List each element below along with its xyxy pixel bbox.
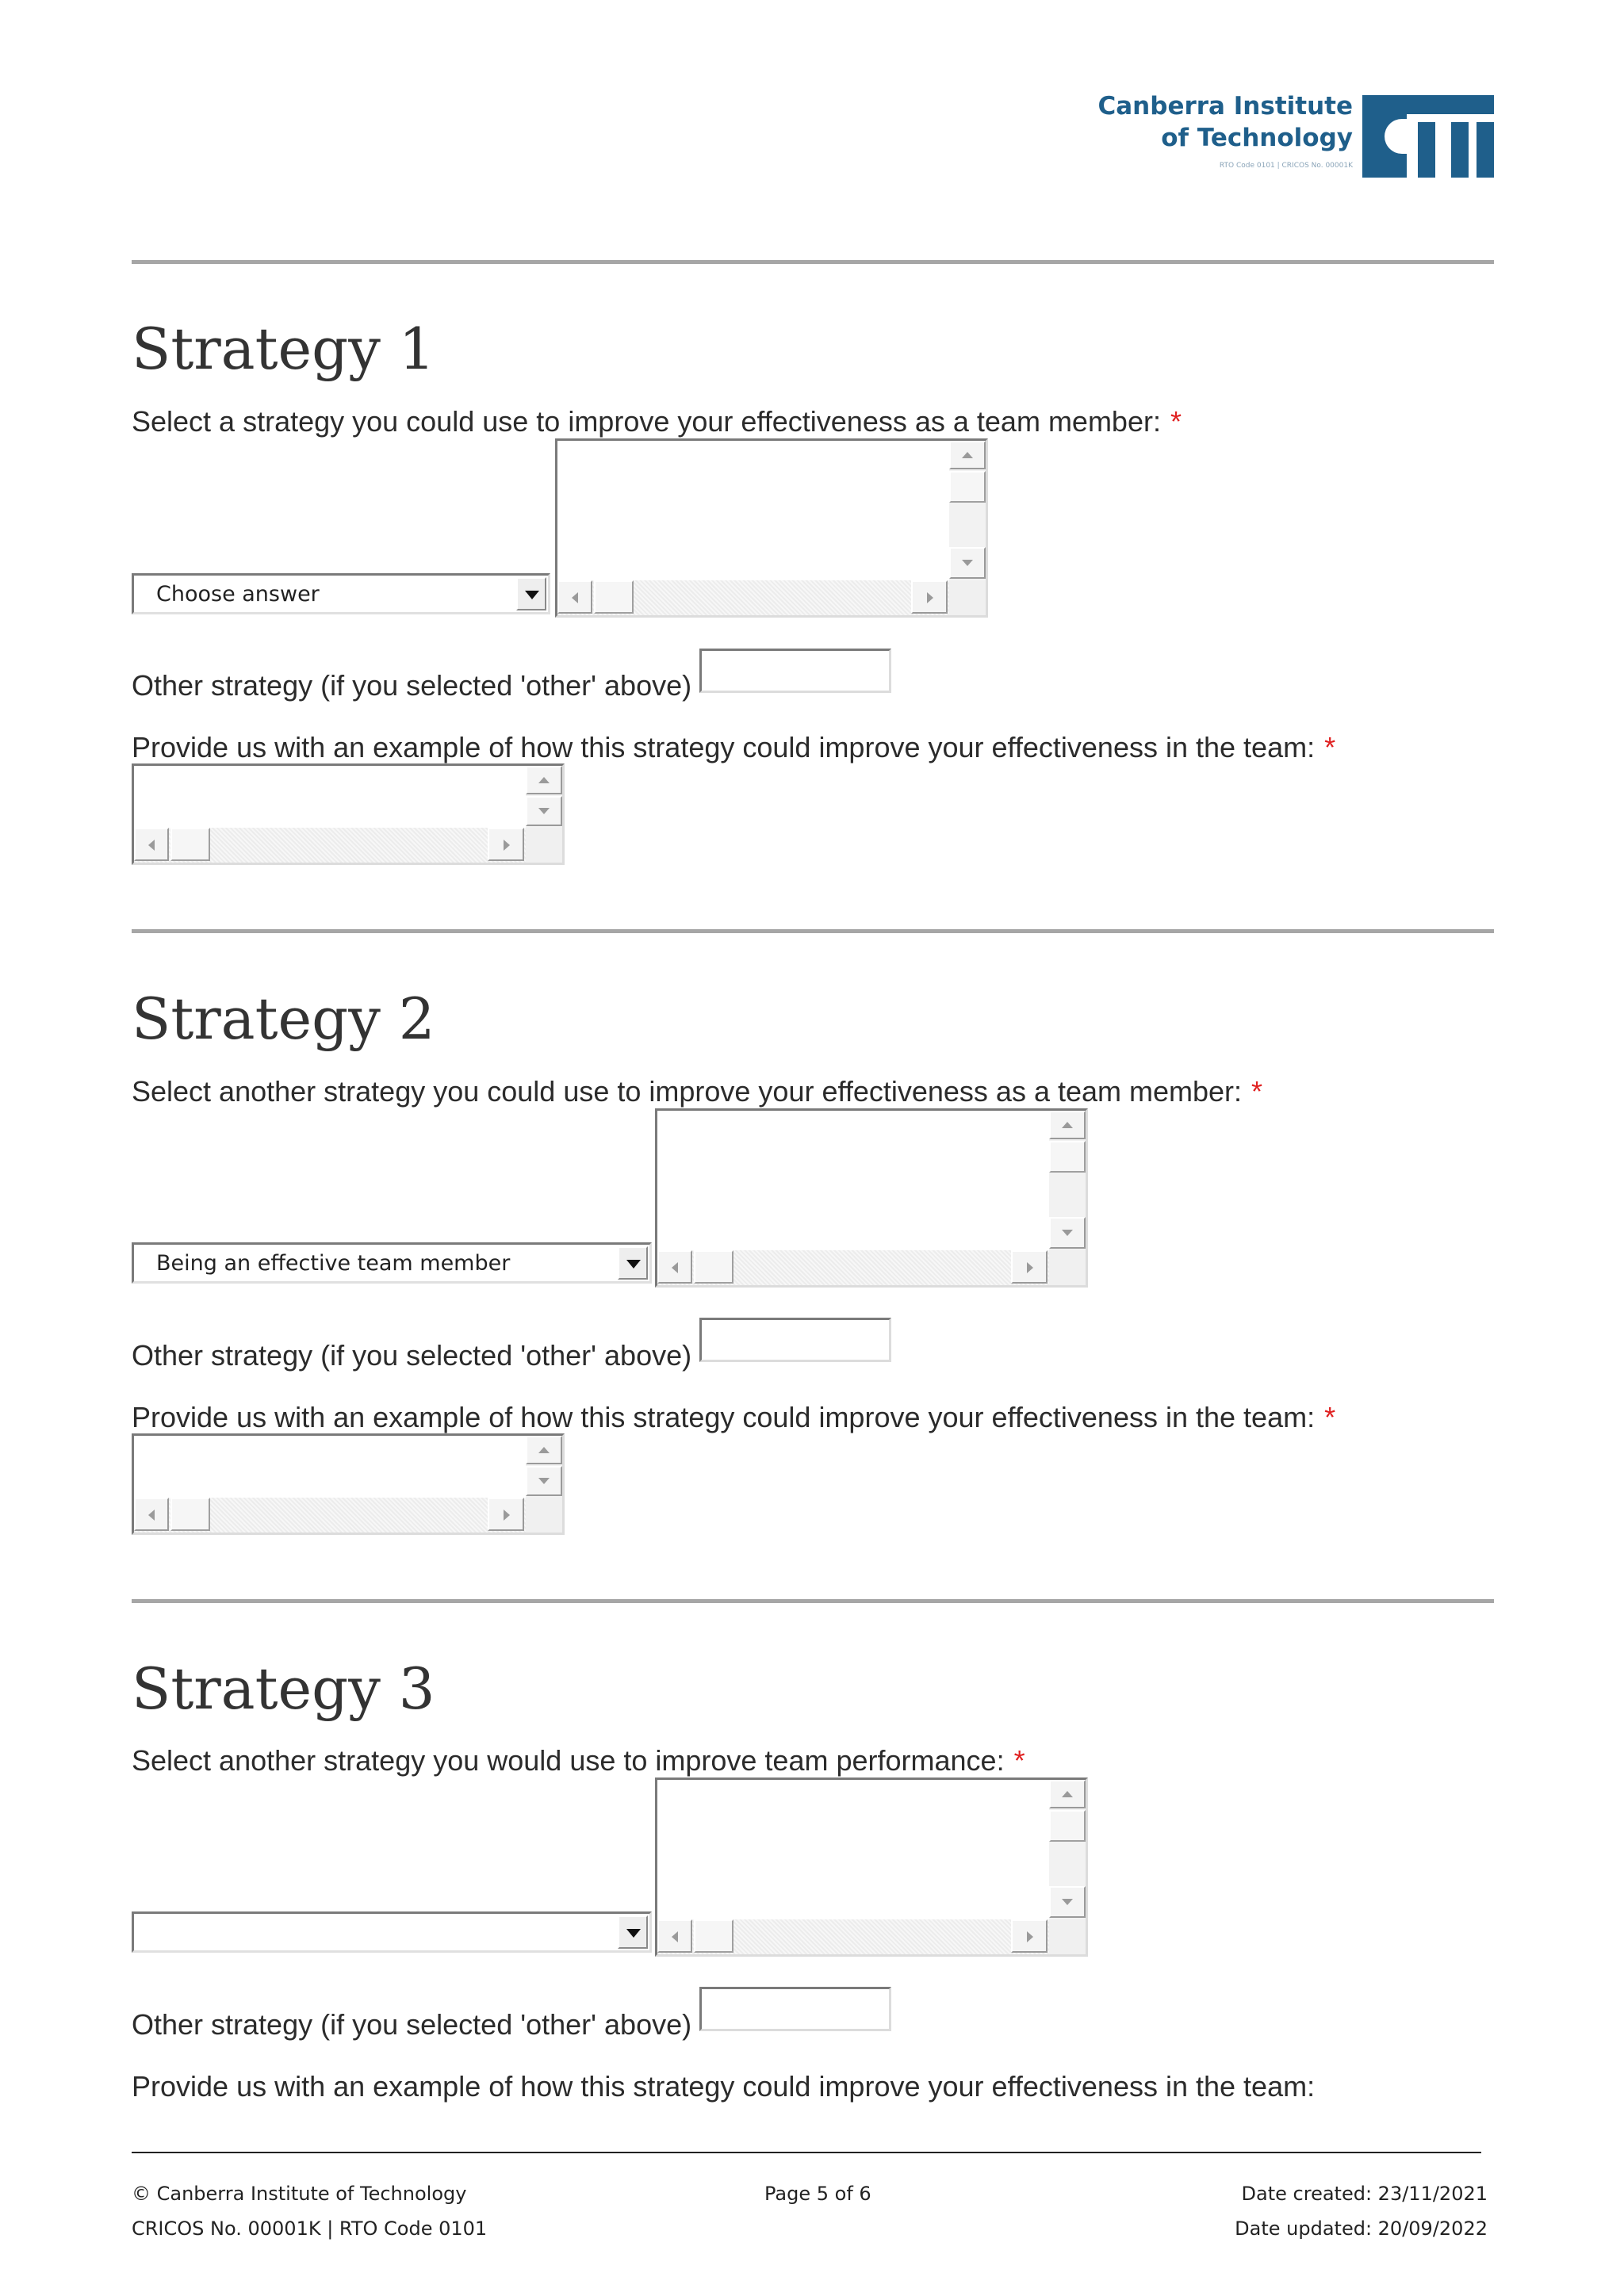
scroll-left-button[interactable]	[657, 1919, 692, 1953]
required-asterisk: *	[1324, 1401, 1336, 1433]
arrow-right-icon	[504, 1510, 510, 1521]
scroll-left-button[interactable]	[557, 580, 592, 614]
arrow-right-icon	[1027, 1931, 1033, 1942]
arrow-up-icon	[1062, 1791, 1073, 1797]
strategy-2-example-textarea[interactable]	[132, 1433, 565, 1535]
vertical-scrollbar[interactable]	[526, 1436, 562, 1498]
section-heading-strategy-2: Strategy 2	[132, 985, 435, 1052]
scroll-up-button[interactable]	[526, 766, 562, 794]
scroll-thumb[interactable]	[1049, 1141, 1086, 1173]
footer-cricos: CRICOS No. 00001K | RTO Code 0101	[132, 2218, 488, 2240]
arrow-right-icon	[504, 840, 510, 851]
strategy-1-select-details-textarea[interactable]	[555, 438, 988, 618]
scroll-thumb[interactable]	[694, 1919, 733, 1953]
arrow-down-icon	[962, 560, 973, 566]
required-asterisk: *	[1324, 731, 1336, 763]
scrollbar-corner	[1049, 1250, 1086, 1285]
arrow-left-icon	[672, 1931, 678, 1942]
section-heading-strategy-3: Strategy 3	[132, 1655, 435, 1722]
cit-logo-text	[1055, 90, 1353, 171]
scroll-left-button[interactable]	[134, 1498, 169, 1531]
strategy-2-example-question	[132, 1400, 1335, 1435]
scroll-down-button[interactable]	[526, 1466, 562, 1496]
strategy-1-select-question	[132, 404, 1182, 439]
arrow-left-icon	[148, 1510, 155, 1521]
arrow-left-icon	[572, 592, 578, 603]
scroll-up-button[interactable]	[949, 441, 986, 469]
arrow-up-icon	[1062, 1122, 1073, 1128]
scroll-down-button[interactable]	[1049, 1886, 1086, 1918]
footer-divider	[132, 2152, 1481, 2153]
required-asterisk: *	[1251, 1075, 1263, 1108]
chevron-down-icon	[525, 591, 539, 599]
horizontal-scrollbar[interactable]	[134, 828, 526, 863]
strategy-1-other-label: Other strategy (if you selected 'other' above)	[132, 669, 692, 702]
footer-page-number: Page 5 of 6	[764, 2183, 871, 2205]
arrow-left-icon	[672, 1262, 678, 1273]
chevron-down-icon	[626, 1929, 641, 1938]
strategy-2-select[interactable]	[132, 1242, 652, 1284]
strategy-3-other-label: Other strategy (if you selected 'other' above)	[132, 2008, 692, 2041]
arrow-down-icon	[1062, 1899, 1073, 1905]
vertical-scrollbar[interactable]	[1049, 1780, 1086, 1919]
arrow-right-icon	[927, 592, 933, 603]
scroll-right-button[interactable]	[488, 828, 524, 861]
strategy-2-select-question-text: Select another strategy you could use to improve your effectiveness as a team member:	[132, 1075, 1243, 1108]
cit-logo-mark	[1362, 95, 1494, 178]
strategy-3-other-input[interactable]	[699, 1987, 891, 2031]
scrollbar-corner	[1049, 1919, 1086, 1954]
section-divider-2	[132, 929, 1494, 933]
horizontal-scrollbar[interactable]	[134, 1498, 526, 1533]
logo-line-2: of Technology	[1161, 124, 1353, 152]
vertical-scrollbar[interactable]	[949, 441, 986, 580]
arrow-up-icon	[538, 777, 550, 783]
arrow-down-icon	[1062, 1230, 1073, 1236]
strategy-1-select-value: Choose answer	[156, 582, 320, 607]
scroll-thumb[interactable]	[170, 1498, 210, 1531]
scroll-thumb[interactable]	[170, 828, 210, 861]
horizontal-scrollbar[interactable]	[657, 1250, 1049, 1285]
scroll-thumb[interactable]	[949, 471, 986, 503]
scroll-down-button[interactable]	[949, 547, 986, 579]
scrollbar-corner	[949, 580, 986, 615]
arrow-up-icon	[962, 452, 973, 458]
vertical-scrollbar[interactable]	[526, 766, 562, 828]
scroll-thumb[interactable]	[594, 580, 634, 614]
strategy-2-select-details-textarea[interactable]	[655, 1108, 1088, 1288]
logo-small-text: RTO Code 0101 | CRICOS No. 00001K	[1219, 162, 1353, 170]
dropdown-button[interactable]	[618, 1246, 648, 1280]
scroll-thumb[interactable]	[694, 1250, 733, 1284]
strategy-2-other-input[interactable]	[699, 1318, 891, 1362]
footer-copyright: © Canberra Institute of Technology	[132, 2183, 467, 2205]
strategy-3-example-question: Provide us with an example of how this strategy could improve your effectiveness in the team:	[132, 2070, 1316, 2103]
scrollbar-corner	[526, 1498, 562, 1533]
footer-date-updated: Date updated: 20/09/2022	[1235, 2218, 1488, 2240]
strategy-2-example-question-text: Provide us with an example of how this strategy could improve your effectiveness in the team:	[132, 1401, 1316, 1433]
strategy-3-select-question	[132, 1743, 1025, 1778]
strategy-1-other-input[interactable]	[699, 649, 891, 693]
strategy-1-select[interactable]	[132, 573, 550, 614]
scroll-right-button[interactable]	[1011, 1919, 1048, 1953]
chevron-down-icon	[626, 1260, 641, 1269]
scroll-up-button[interactable]	[1049, 1780, 1086, 1808]
scroll-left-button[interactable]	[657, 1250, 692, 1284]
strategy-3-select-details-textarea[interactable]	[655, 1777, 1088, 1957]
horizontal-scrollbar[interactable]	[557, 580, 949, 615]
scroll-right-button[interactable]	[488, 1498, 524, 1531]
arrow-right-icon	[1027, 1262, 1033, 1273]
strategy-1-select-question-text: Select a strategy you could use to improve your effectiveness as a team member:	[132, 405, 1161, 438]
dropdown-button[interactable]	[516, 577, 546, 610]
scroll-down-button[interactable]	[1049, 1217, 1086, 1249]
vertical-scrollbar[interactable]	[1049, 1111, 1086, 1250]
required-asterisk: *	[1170, 405, 1182, 438]
required-asterisk: *	[1013, 1744, 1025, 1777]
section-divider-3	[132, 1599, 1494, 1603]
arrow-down-icon	[538, 1478, 550, 1484]
scroll-up-button[interactable]	[1049, 1111, 1086, 1139]
logo-line-1: Canberra Institute	[1097, 92, 1353, 121]
scrollbar-corner	[526, 828, 562, 863]
strategy-3-select[interactable]	[132, 1911, 652, 1953]
section-divider-1	[132, 260, 1494, 264]
footer-date-created: Date created: 23/11/2021	[1241, 2183, 1488, 2205]
strategy-3-select-question-text: Select another strategy you would use to improve team performance:	[132, 1744, 1005, 1777]
strategy-1-example-question	[132, 730, 1335, 765]
strategy-2-select-value: Being an effective team member	[156, 1251, 511, 1276]
arrow-left-icon	[148, 840, 155, 851]
scroll-thumb[interactable]	[1049, 1810, 1086, 1842]
scroll-up-button[interactable]	[526, 1436, 562, 1464]
horizontal-scrollbar[interactable]	[657, 1919, 1049, 1954]
strategy-1-example-question-text: Provide us with an example of how this strategy could improve your effectiveness in the team:	[132, 731, 1316, 763]
arrow-down-icon	[538, 808, 550, 814]
section-heading-strategy-1: Strategy 1	[132, 316, 435, 382]
dropdown-button[interactable]	[618, 1915, 648, 1949]
strategy-2-other-label: Other strategy (if you selected 'other' above)	[132, 1339, 692, 1372]
arrow-up-icon	[538, 1447, 550, 1453]
strategy-2-select-question	[132, 1074, 1262, 1109]
scroll-left-button[interactable]	[134, 828, 169, 861]
scroll-right-button[interactable]	[911, 580, 948, 614]
strategy-1-example-textarea[interactable]	[132, 763, 565, 865]
scroll-right-button[interactable]	[1011, 1250, 1048, 1284]
scroll-down-button[interactable]	[526, 796, 562, 826]
